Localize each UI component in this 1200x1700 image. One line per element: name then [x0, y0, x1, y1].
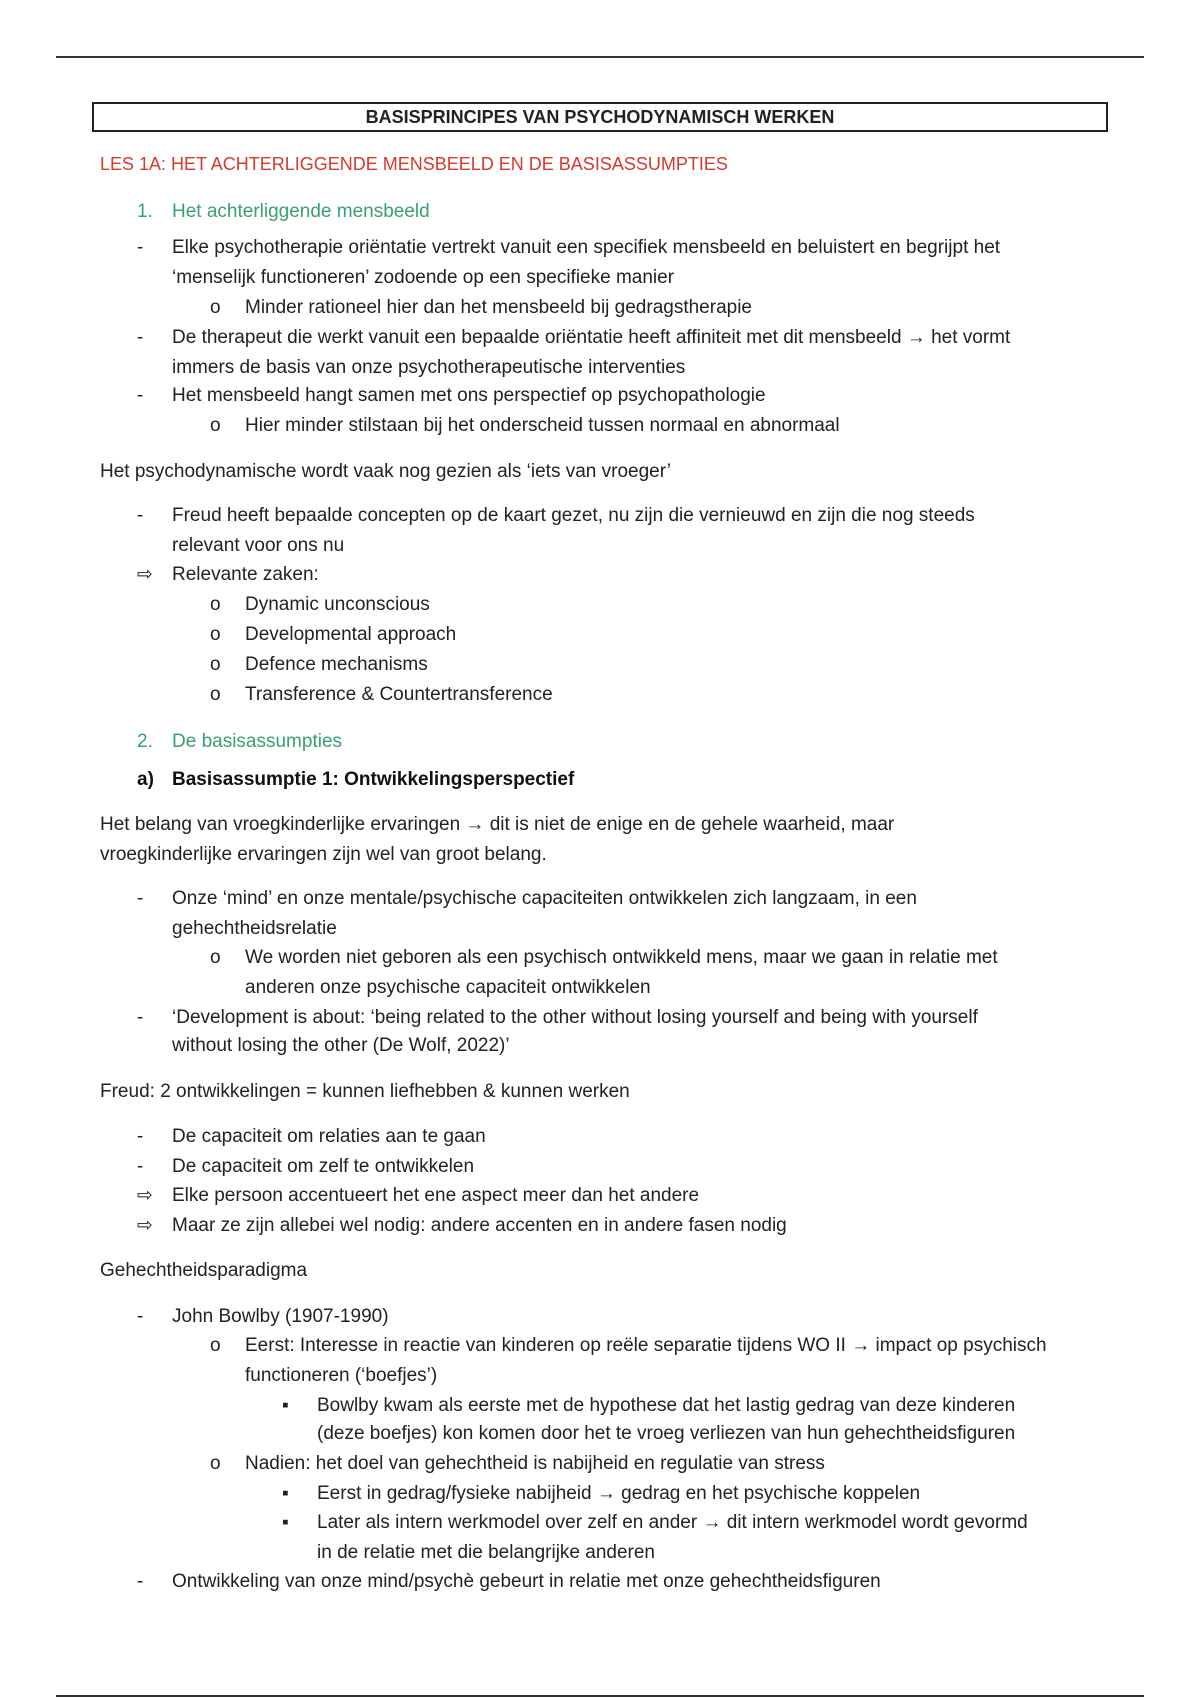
- arrow-bullet: ⇨: [137, 1185, 153, 1206]
- paragraph: vroegkinderlijke ervaringen zijn wel van groot belang.: [100, 844, 547, 865]
- sub-sub-bullet-text: (deze boefjes) kon komen door het te vroeg verliezen van hun gehechtheidsfiguren: [317, 1423, 1016, 1444]
- square-bullet: ▪: [282, 1395, 289, 1416]
- list-item: Defence mechanisms: [245, 654, 428, 675]
- circle-bullet: o: [210, 624, 221, 645]
- section-number: 1.: [137, 201, 153, 222]
- arrow-bullet: ⇨: [137, 1215, 153, 1236]
- circle-bullet: o: [210, 594, 221, 615]
- list-item: Developmental approach: [245, 624, 457, 645]
- subsection-letter: a): [137, 769, 154, 790]
- sub-sub-bullet-text: Eerst in gedrag/fysieke nabijheid → gedrag en het psychische koppelen: [317, 1483, 921, 1504]
- section-number: 2.: [137, 731, 153, 752]
- bullet-text: Maar ze zijn allebei wel nodig: andere accenten en in andere fasen nodig: [172, 1215, 787, 1236]
- circle-bullet: o: [210, 684, 221, 705]
- sub-sub-bullet-text: in de relatie met die belangrijke anderen: [317, 1542, 655, 1563]
- dash-bullet: -: [137, 1571, 144, 1592]
- bullet-text: gehechtheidsrelatie: [172, 918, 337, 939]
- footer-rule: [56, 1695, 1144, 1697]
- bullet-text: De capaciteit om relaties aan te gaan: [172, 1126, 486, 1147]
- section-heading: Het achterliggende mensbeeld: [172, 201, 430, 222]
- bullet-text: without losing the other (De Wolf, 2022)’: [172, 1035, 510, 1056]
- dash-bullet: -: [137, 237, 144, 258]
- bullet-text: Onze ‘mind’ en onze mentale/psychische capaciteiten ontwikkelen zich langzaam, in een: [172, 888, 917, 909]
- sub-bullet-text: functioneren (‘boefjes’): [245, 1365, 438, 1386]
- document-title: BASISPRINCIPES VAN PSYCHODYNAMISCH WERKEN: [92, 102, 1108, 132]
- bullet-text: Het mensbeeld hangt samen met ons perspectief op psychopathologie: [172, 385, 766, 406]
- bullet-text: De capaciteit om zelf te ontwikkelen: [172, 1156, 475, 1177]
- section-heading: De basisassumpties: [172, 731, 343, 752]
- dash-bullet: -: [137, 505, 144, 526]
- sub-bullet-text: Nadien: het doel van gehechtheid is nabijheid en regulatie van stress: [245, 1453, 825, 1474]
- paragraph: Het belang van vroegkinderlijke ervaringen → dit is niet de enige en de gehele waarheid, maar: [100, 814, 895, 835]
- bullet-text: relevant voor ons nu: [172, 535, 345, 556]
- bullet-text: Relevante zaken:: [172, 564, 319, 585]
- list-item: Transference & Countertransference: [245, 684, 553, 705]
- bullet-text: immers de basis van onze psychotherapeutische interventies: [172, 357, 686, 378]
- dash-bullet: -: [137, 1007, 144, 1028]
- dash-bullet: -: [137, 1156, 144, 1177]
- bullet-text: De therapeut die werkt vanuit een bepaalde oriëntatie heeft affiniteit met dit mensbeeld → het vormt: [172, 327, 1011, 348]
- lesson-heading: LES 1A: HET ACHTERLIGGENDE MENSBEELD EN DE BASISASSUMPTIES: [100, 154, 728, 174]
- bullet-text: ‘Development is about: ‘being related to the other without losing yourself and being with yourself: [172, 1007, 978, 1028]
- dash-bullet: -: [137, 385, 144, 406]
- sub-bullet-text: We worden niet geboren als een psychisch ontwikkeld mens, maar we gaan in relatie met: [245, 947, 998, 968]
- arrow-bullet: ⇨: [137, 564, 153, 585]
- bullet-text: ‘menselijk functioneren’ zodoende op een specifieke manier: [172, 267, 675, 288]
- circle-bullet: o: [210, 654, 221, 675]
- header-rule: [56, 56, 1144, 58]
- circle-bullet: o: [210, 1335, 221, 1356]
- sub-bullet-text: anderen onze psychische capaciteit ontwikkelen: [245, 977, 651, 998]
- paragraph: Het psychodynamische wordt vaak nog gezien als ‘iets van vroeger’: [100, 461, 672, 482]
- square-bullet: ▪: [282, 1512, 289, 1533]
- bullet-text: Ontwikkeling van onze mind/psychè gebeurt in relatie met onze gehechtheidsfiguren: [172, 1571, 881, 1592]
- dash-bullet: -: [137, 888, 144, 909]
- circle-bullet: o: [210, 297, 221, 318]
- sub-sub-bullet-text: Later als intern werkmodel over zelf en ander → dit intern werkmodel wordt gevormd: [317, 1512, 1028, 1533]
- list-item: Dynamic unconscious: [245, 594, 430, 615]
- circle-bullet: o: [210, 1453, 221, 1474]
- square-bullet: ▪: [282, 1483, 289, 1504]
- dash-bullet: -: [137, 1126, 144, 1147]
- circle-bullet: o: [210, 947, 221, 968]
- sub-sub-bullet-text: Bowlby kwam als eerste met de hypothese dat het lastig gedrag van deze kinderen: [317, 1395, 1016, 1416]
- sub-bullet-text: Eerst: Interesse in reactie van kinderen op reële separatie tijdens WO II → impact op psychisch: [245, 1335, 1047, 1356]
- paragraph: Gehechtheidsparadigma: [100, 1260, 308, 1281]
- subsection-heading: Basisassumptie 1: Ontwikkelingsperspectief: [172, 769, 575, 790]
- paragraph: Freud: 2 ontwikkelingen = kunnen liefhebben & kunnen werken: [100, 1081, 630, 1102]
- bullet-text: John Bowlby (1907-1990): [172, 1306, 389, 1327]
- sub-bullet-text: Hier minder stilstaan bij het onderscheid tussen normaal en abnormaal: [245, 415, 840, 436]
- sub-bullet-text: Minder rationeel hier dan het mensbeeld bij gedragstherapie: [245, 297, 752, 318]
- circle-bullet: o: [210, 415, 221, 436]
- dash-bullet: -: [137, 1306, 144, 1327]
- bullet-text: Elke persoon accentueert het ene aspect meer dan het andere: [172, 1185, 700, 1206]
- bullet-text: Freud heeft bepaalde concepten op de kaart gezet, nu zijn die vernieuwd en zijn die nog steeds: [172, 505, 975, 526]
- dash-bullet: -: [137, 327, 144, 348]
- bullet-text: Elke psychotherapie oriëntatie vertrekt vanuit een specifiek mensbeeld en beluistert en begrijpt het: [172, 237, 1001, 258]
